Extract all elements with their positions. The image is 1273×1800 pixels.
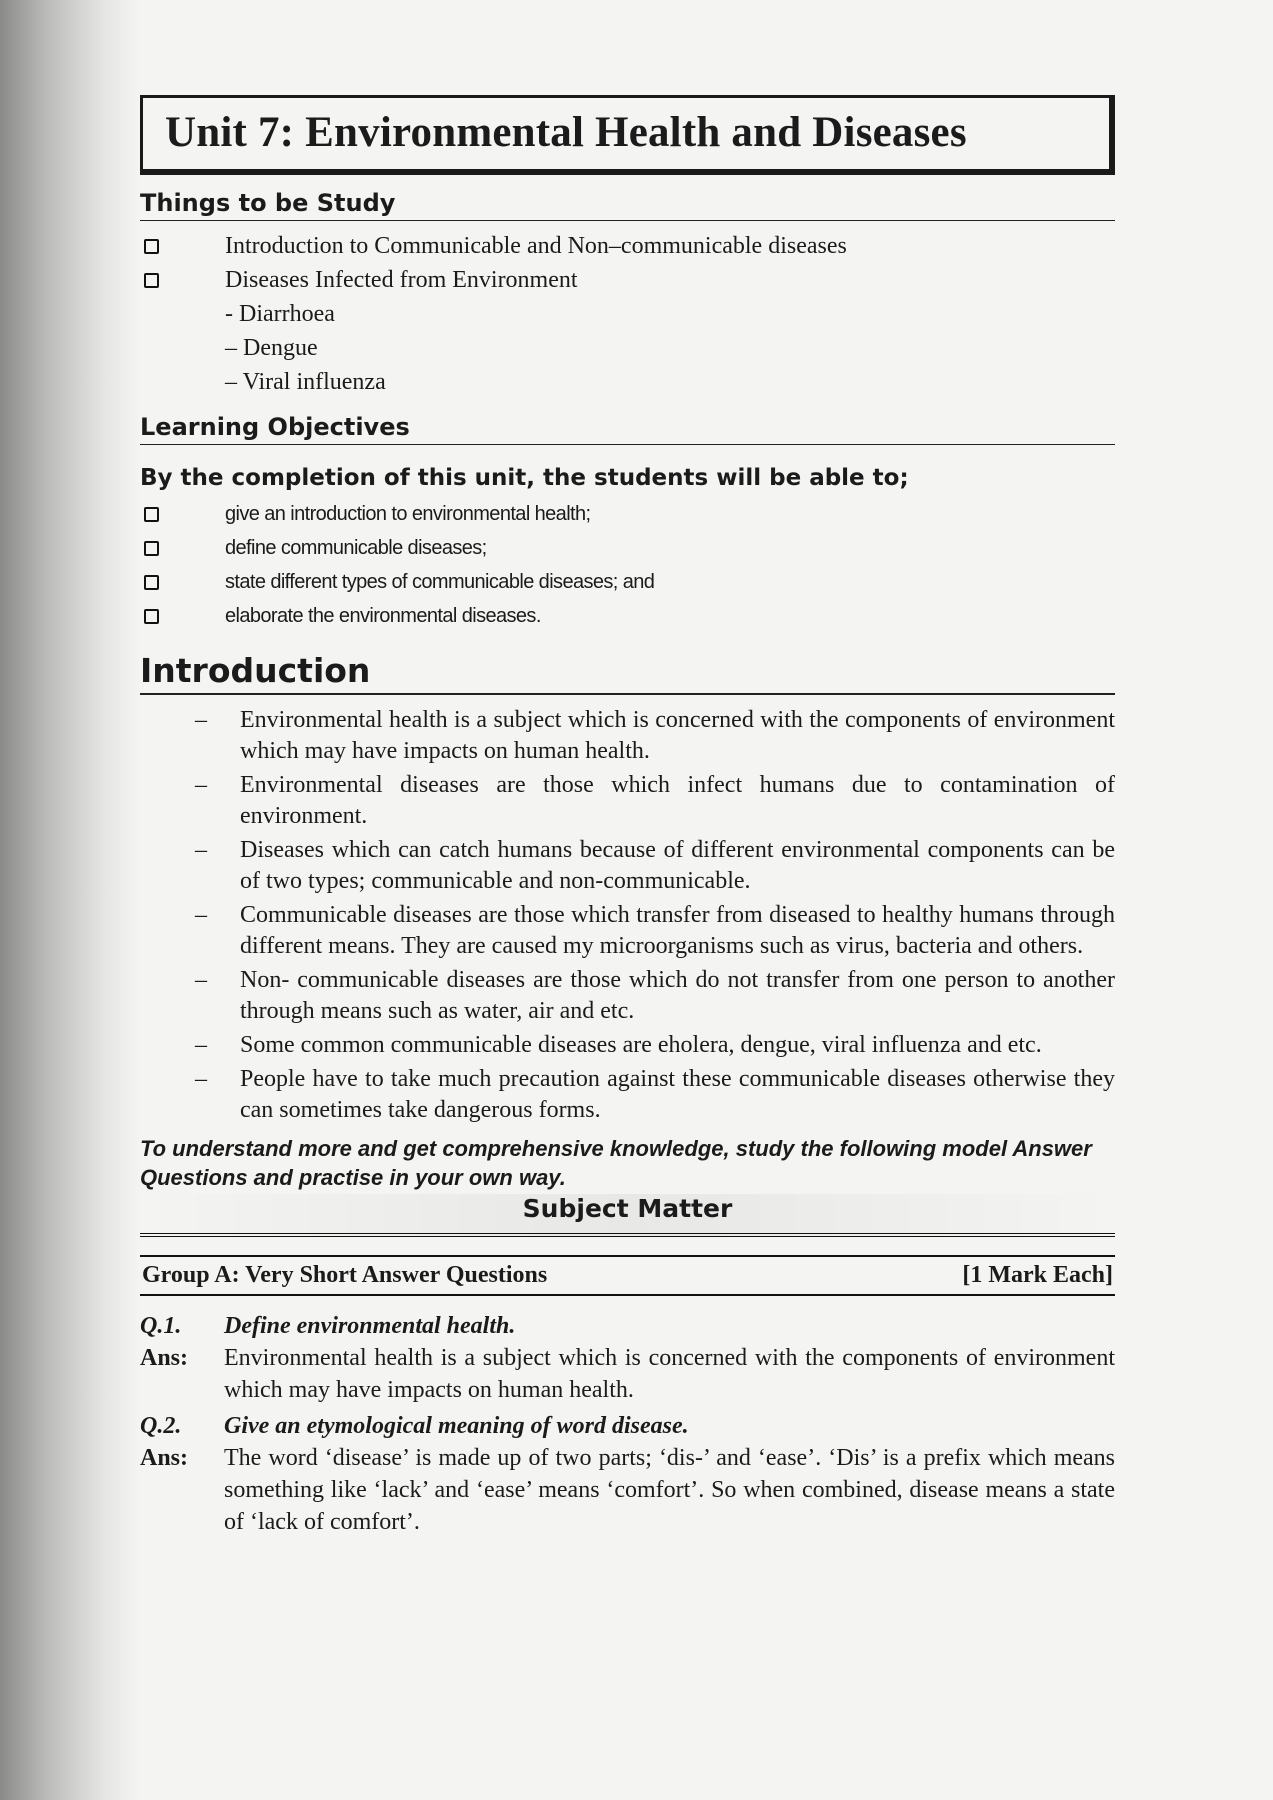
question-block-2 <box>140 1410 1115 1538</box>
answer-label: Ans: <box>140 1445 189 1471</box>
list-item: – People have to take much precaution against these communicable diseases otherwise they can sometimes take dangerous forms. <box>195 1066 1115 1123</box>
answer-row <box>140 1442 1115 1538</box>
question-block-1 <box>140 1310 1115 1406</box>
answer-row <box>140 1342 1115 1406</box>
list-item: – Communicable diseases are those which transfer from diseased to healthy humans through different means. They are caused my microorganisms such as virus, bacteria and others. <box>195 902 1115 959</box>
objectives-list <box>140 497 1115 633</box>
list-item: – Dengue <box>225 335 318 361</box>
list-item: – Non- communicable diseases are those which do not transfer from one person to another through means such as water, air and etc. <box>195 967 1115 1024</box>
list-item: elaborate the environmental diseases. <box>140 599 1115 633</box>
list-item: – Viral influenza <box>225 369 386 395</box>
group-a-title: Group A: Very Short Answer Questions <box>142 1262 548 1288</box>
study-note: To understand more and get comprehensive knowledge, study the following model Answer Questions and practise in your own way. <box>140 1136 1092 1190</box>
question-row <box>140 1410 1115 1442</box>
introduction-points <box>140 705 1115 1126</box>
learning-objectives-heading: Learning Objectives <box>140 413 1115 445</box>
list-item: Diseases Infected from Environment <box>140 263 1115 297</box>
page-edge-shadow <box>0 0 140 1800</box>
dash-bullet: – <box>195 837 207 863</box>
group-a-marks: [1 Mark Each] <box>962 1262 1113 1288</box>
group-a-header <box>140 1255 1115 1296</box>
list-item: – Some common communicable diseases are eholera, dengue, viral influenza and etc. <box>140 1030 1115 1061</box>
list-item: define communicable diseases; <box>140 531 1115 565</box>
question-label: Q.2. <box>140 1413 182 1439</box>
checkbox-icon <box>144 507 159 522</box>
list-item: state different types of communicable diseases; and <box>140 565 1115 599</box>
dash-bullet: – <box>195 707 207 733</box>
checkbox-icon <box>144 541 159 556</box>
question-text: Give an etymological meaning of word disease. <box>224 1413 689 1439</box>
question-row <box>140 1310 1115 1342</box>
list-item: – Environmental diseases are those which infect humans due to contamination of environment. <box>195 772 1115 829</box>
book-page <box>140 95 1115 1538</box>
question-text: Define environmental health. <box>224 1313 516 1339</box>
dash-bullet: – <box>195 902 207 928</box>
checkbox-icon <box>144 239 159 254</box>
unit-title: Unit 7: Environmental Health and Diseases <box>140 95 1115 175</box>
study-topic-list <box>140 229 1115 297</box>
list-item: – Environmental health is a subject which is concerned with the components of environment which may have impacts on human health. <box>195 707 1115 764</box>
objectives-lead: By the completion of this unit, the students will be able to; <box>140 465 909 491</box>
list-item: - Diarrhoea <box>225 301 335 327</box>
list-item: Introduction to Communicable and Non–communicable diseases <box>140 229 1115 263</box>
answer-label: Ans: <box>140 1345 189 1371</box>
answer-text: Environmental health is a subject which is concerned with the components of environment which may have impacts on human health. <box>224 1345 1115 1403</box>
dash-bullet: – <box>195 772 207 798</box>
checkbox-icon <box>144 575 159 590</box>
answer-text: The word ‘disease’ is made up of two parts; ‘dis-’ and ‘ease’. ‘Dis’ is a prefix which means something like ‘lack’ and ‘ease’ means ‘comfort’. So when combined, disease means a state of ‘lack of comfort’. <box>224 1445 1115 1535</box>
list-item: give an introduction to environmental health; <box>140 497 1115 531</box>
subject-matter-heading: Subject Matter <box>140 1194 1115 1237</box>
question-label: Q.1. <box>140 1313 182 1339</box>
list-item: – Diseases which can catch humans because of different environmental components can be of two types; communicable and non-communicable. <box>195 837 1115 894</box>
checkbox-icon <box>144 273 159 288</box>
disease-sub-list <box>140 297 1115 399</box>
dash-bullet: – <box>195 1032 207 1058</box>
dash-bullet: – <box>195 967 207 993</box>
dash-bullet: – <box>195 1066 207 1092</box>
introduction-heading: Introduction <box>140 651 1115 695</box>
things-to-study-heading: Things to be Study <box>140 189 1115 221</box>
checkbox-icon <box>144 609 159 624</box>
